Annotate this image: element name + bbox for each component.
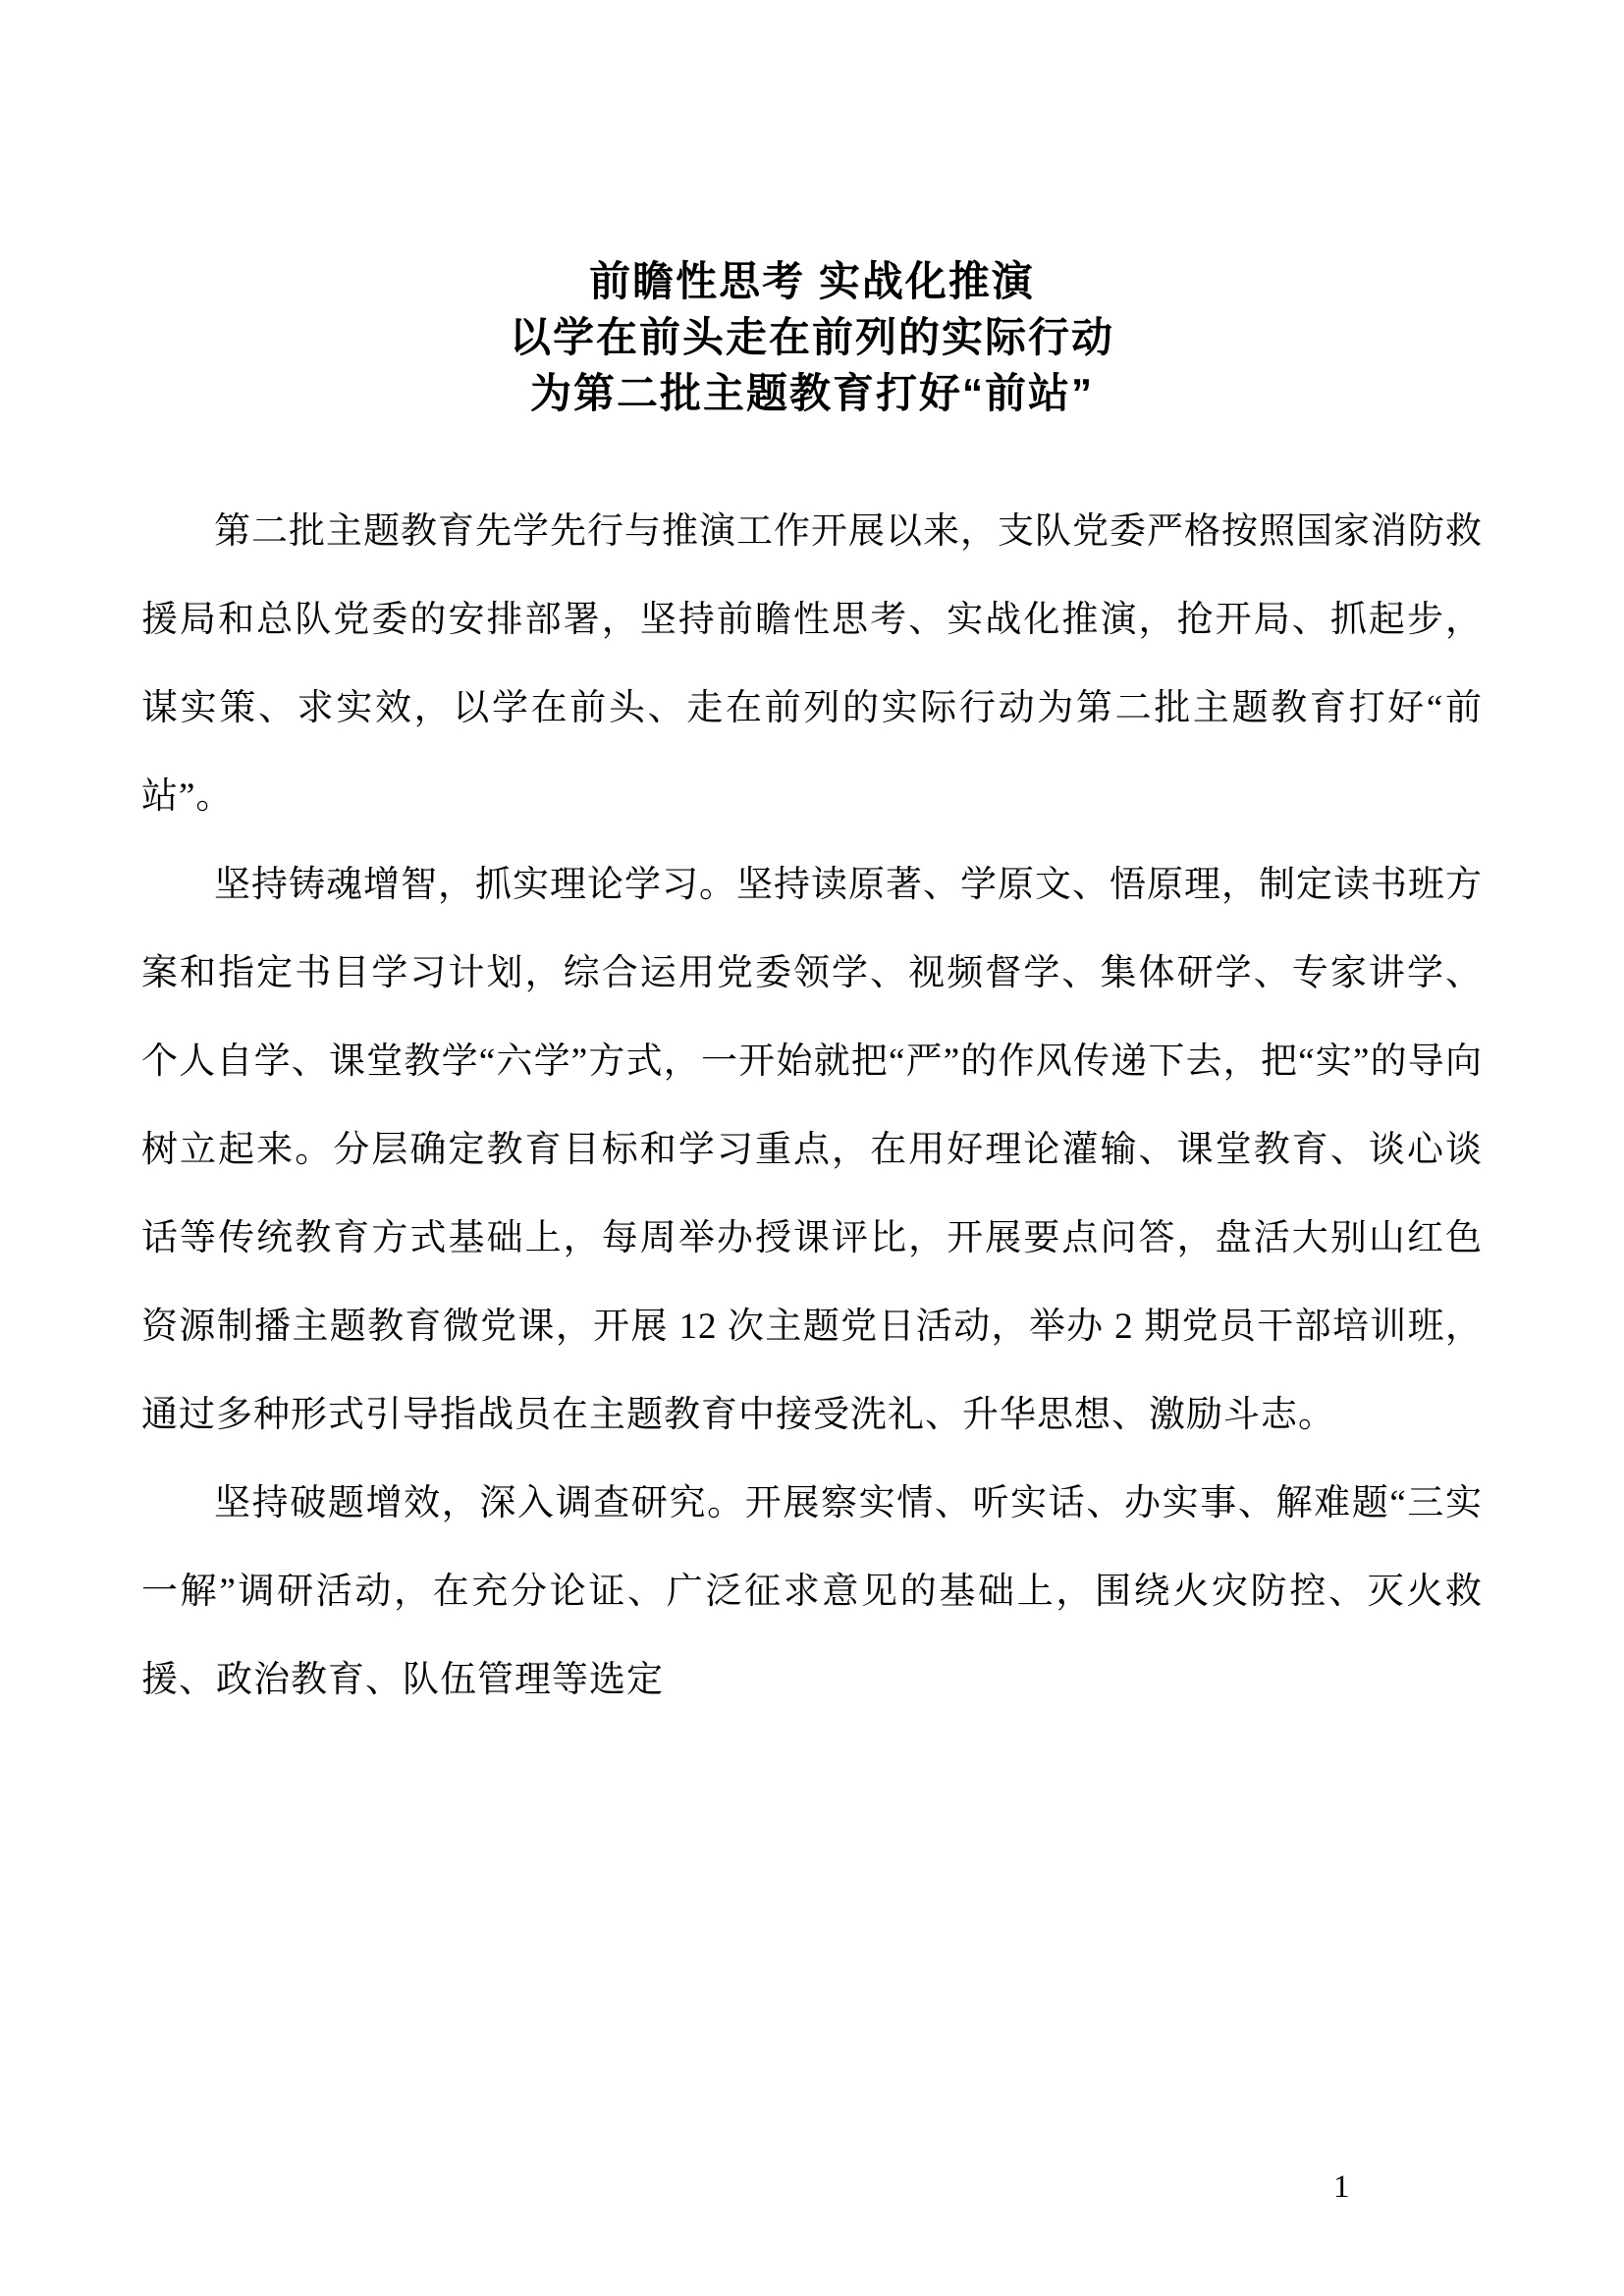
title-line-3: 为第二批主题教育打好“前站” <box>529 370 1094 416</box>
paragraph: 坚持铸魂增智，抓实理论学习。坚持读原著、学原文、悟原理，制定读书班方案和指定书目学习计划，综合运用党委领学、视频督学、集体研学、专家讲学、个人自学、课堂教学“六学”方式，一开始就把“严”的作风传递下去，把“实”的导向树立起来。分层确定教育目标和学习重点，在用好理论灌输、课堂教育、谈心谈话等传统教育方式基础上，每周举办授课评比，开展要点问答，盘活大别山红色资源制播主题教育微党课，开展 12 次主题党日活动，举办 2 期党员干部培训班，通过多种形式引导指战员在主题教育中接受洗礼、升华思想、激励斗志。 <box>141 865 1483 1435</box>
title-line-1: 前瞻性思考 实战化推演 <box>589 258 1035 304</box>
document-body <box>141 488 1483 1725</box>
paragraph: 第二批主题教育先学先行与推演工作开展以来，支队党委严格按照国家消防救援局和总队党委的安排部署，坚持前瞻性思考、实战化推演，抢开局、抓起步，谋实策、求实效，以学在前头、走在前列的实际行动为第二批主题教育打好“前站”。 <box>141 511 1483 817</box>
page-number: 1 <box>1333 2169 1350 2205</box>
document-title <box>141 253 1483 421</box>
title-line-2: 以学在前头走在前列的实际行动 <box>509 314 1114 360</box>
paragraph: 坚持破题增效，深入调查研究。开展察实情、听实话、办实事、解难题“三实一解”调研活动，在充分论证、广泛征求意见的基础上，围绕火灾防控、灭火救援、政治教育、队伍管理等选定 <box>141 1483 1483 1700</box>
